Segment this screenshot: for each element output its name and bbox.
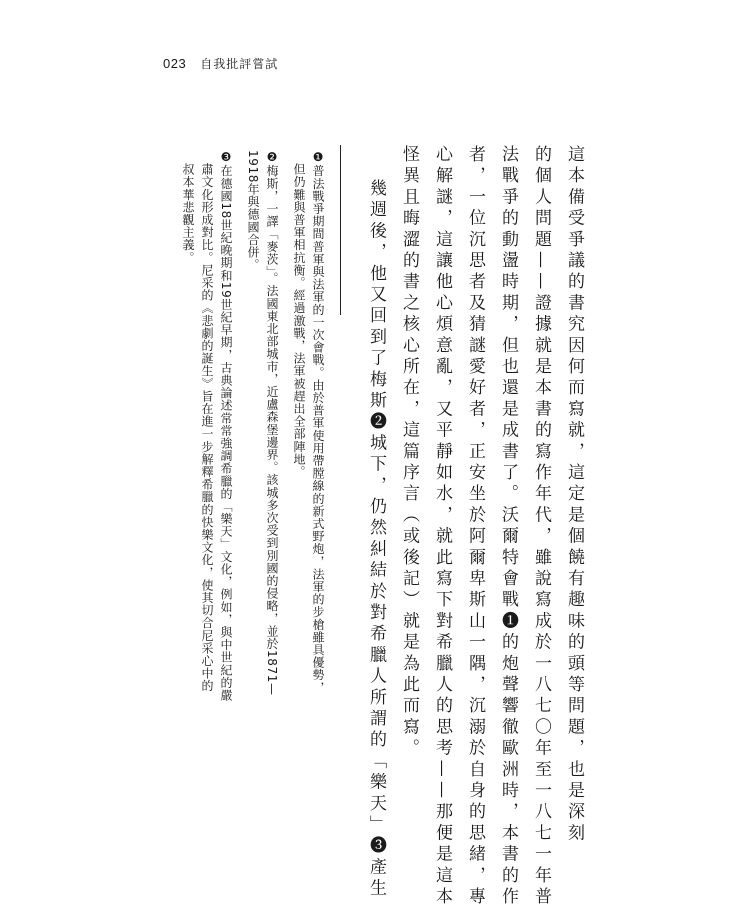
footnote-3-line-2: 肅文化形成對比。尼采的《悲劇的誕生》旨在進一步解釋希臘的快樂文化，使其切合尼采心中的 <box>200 163 214 693</box>
body-column-3: 法戰爭的動盪時期，但也還是成書了。沃爾特會戰❶的炮聲響徹歐洲時，本書的作 <box>498 145 518 908</box>
footnote-2-line-1: ❷梅斯，一譯「麥茨」。法國東北部城市，近盧森堡邊界。該城多次受到別國的侵略，並於1871— <box>265 150 279 696</box>
footnote-2-line-2: 1918年與德國合併。 <box>246 150 260 272</box>
running-title: 自我批評嘗試 <box>200 57 279 71</box>
footnote-3-line-3: 叔本華悲觀主義。 <box>181 163 195 264</box>
body-column-4: 者，一位沉思者及猜謎愛好者，正安坐於阿爾卑斯山一隅，沉溺於自身的思緒，專 <box>465 145 485 908</box>
body-column-6: 怪異且晦澀的書之核心所在，這篇序言（或後記）就是為此而寫。 <box>399 145 419 760</box>
footnote-1-line-1: ❶普法戰爭期間普軍與法軍的一次會戰。由於普軍使用帶膛線的新式野炮，法軍的步槍雖具優勢， <box>311 150 325 694</box>
body-column-5: 心解謎，這讓他心煩意亂，又平靜如水，就此寫下對希臘人的思考——那便是這本 <box>432 145 452 908</box>
body-column-7: 幾週後，他又回到了梅斯❷城下，仍然糾結於對希臘人所謂的「樂天」❸產生 <box>366 179 386 900</box>
page-header <box>163 55 278 72</box>
footnote-divider <box>340 145 341 315</box>
footnote-1-line-2: 但仍難與普軍相抗衡。經過激戰，法軍被趕出全部陣地。 <box>292 163 306 478</box>
body-column-1: 這本備受爭議的書究因何而寫就，這定是個饒有趣味的頭等問題，也是深刻 <box>564 145 584 845</box>
footnote-3-line-1: ❸在德國18世紀晚期和19世紀早期，古典論述常常強調希臘的「樂天」文化，例如，與中世紀的嚴 <box>219 150 233 702</box>
page-number: 023 <box>163 56 187 71</box>
body-column-2: 的個人問題——證據就是本書的寫作年代，雖說寫成於一八七〇年至一八七一年普 <box>531 145 551 908</box>
